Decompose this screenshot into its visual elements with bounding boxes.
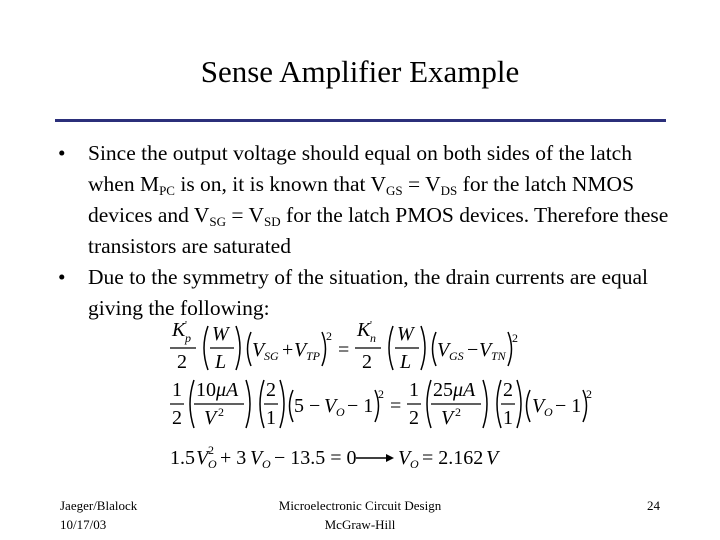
svg-text:': ' xyxy=(185,319,187,331)
svg-text:V: V xyxy=(250,447,263,469)
bullet-item: • Since the output voltage should equal on both sides of the latch when $M_{PC}$ is on, it is known that $V_{GS} = V_{DS}$ for the latch NMOS devices and $V_{SG} = V_{SD}$ for the latch PMOS devices. Therefore these transistors are saturated xyxy=(58,138,678,262)
equation-2 xyxy=(170,379,592,429)
bullet-item: • Due to the symmetry of the situation, the drain currents are equal giving the following: xyxy=(58,262,678,324)
svg-text:− 13.5 = 0: − 13.5 = 0 xyxy=(274,447,357,469)
svg-text:K: K xyxy=(172,319,186,341)
svg-text:2: 2 xyxy=(503,379,513,401)
svg-text:− 1: − 1 xyxy=(555,395,582,417)
svg-text:V: V xyxy=(196,447,209,469)
svg-text:O: O xyxy=(336,405,345,419)
svg-text:1.5: 1.5 xyxy=(170,447,195,469)
equation-3 xyxy=(170,443,501,471)
svg-text:2: 2 xyxy=(208,443,214,457)
footer-author: Jaeger/Blalock 10/17/03 xyxy=(60,498,138,532)
page-number: 24 xyxy=(647,498,660,513)
svg-text:V: V xyxy=(532,395,545,417)
svg-text:= 2.162: = 2.162 xyxy=(422,447,484,469)
svg-text:K: K xyxy=(357,319,371,341)
svg-text:+: + xyxy=(282,339,294,361)
svg-text:2: 2 xyxy=(266,379,276,401)
svg-text:V: V xyxy=(294,339,307,361)
svg-text:': ' xyxy=(370,319,372,331)
svg-text:2: 2 xyxy=(455,405,461,419)
equation-1 xyxy=(170,319,518,373)
svg-text:O: O xyxy=(544,405,553,419)
svg-text:1: 1 xyxy=(172,379,182,401)
svg-text:2: 2 xyxy=(512,331,518,345)
svg-text:O: O xyxy=(208,457,217,471)
svg-text:W: W xyxy=(212,323,229,345)
svg-text:2: 2 xyxy=(378,387,384,401)
svg-text:2: 2 xyxy=(362,351,372,373)
svg-text:5 −: 5 − xyxy=(294,395,321,417)
svg-text:O: O xyxy=(262,457,271,471)
svg-text:μA: μA xyxy=(453,379,476,401)
svg-text:2: 2 xyxy=(586,387,592,401)
svg-text:2: 2 xyxy=(218,405,224,419)
footer-book: Microelectronic Circuit Design McGraw-Hill xyxy=(278,498,442,532)
svg-text:p: p xyxy=(185,331,191,345)
slide-title: Sense Amplifier Example xyxy=(200,54,520,89)
svg-text:− 1: − 1 xyxy=(347,395,374,417)
svg-text:1: 1 xyxy=(409,379,419,401)
svg-text:10: 10 xyxy=(196,379,216,401)
svg-text:TN: TN xyxy=(491,349,506,363)
title-divider xyxy=(55,119,666,122)
svg-text:μA: μA xyxy=(216,379,239,401)
svg-text:V: V xyxy=(486,447,499,469)
svg-text:2: 2 xyxy=(172,407,182,429)
svg-text:L: L xyxy=(400,351,412,373)
svg-text:V: V xyxy=(324,395,337,417)
svg-text:−: − xyxy=(467,339,479,361)
svg-text:V: V xyxy=(252,339,265,361)
svg-text:V: V xyxy=(479,339,492,361)
svg-text:V: V xyxy=(437,339,450,361)
svg-text:=: = xyxy=(390,395,402,417)
svg-text:1: 1 xyxy=(503,407,513,429)
svg-text:2: 2 xyxy=(409,407,419,429)
equation-block xyxy=(160,318,600,478)
svg-text:V: V xyxy=(441,407,454,429)
svg-text:TP: TP xyxy=(306,349,321,363)
svg-text:2: 2 xyxy=(177,351,187,373)
svg-text:V: V xyxy=(398,447,411,469)
svg-text:L: L xyxy=(215,351,227,373)
svg-text:O: O xyxy=(410,457,419,471)
svg-text:n: n xyxy=(370,331,376,345)
bullet-list xyxy=(58,138,678,324)
svg-text:1: 1 xyxy=(266,407,276,429)
svg-text:W: W xyxy=(397,323,414,345)
svg-text:=: = xyxy=(338,339,350,361)
svg-text:V: V xyxy=(204,407,217,429)
svg-text:2: 2 xyxy=(326,329,332,343)
svg-text:SG: SG xyxy=(264,349,279,363)
svg-text:GS: GS xyxy=(449,349,464,363)
svg-text:+ 3: + 3 xyxy=(220,447,247,469)
svg-text:25: 25 xyxy=(433,379,453,401)
